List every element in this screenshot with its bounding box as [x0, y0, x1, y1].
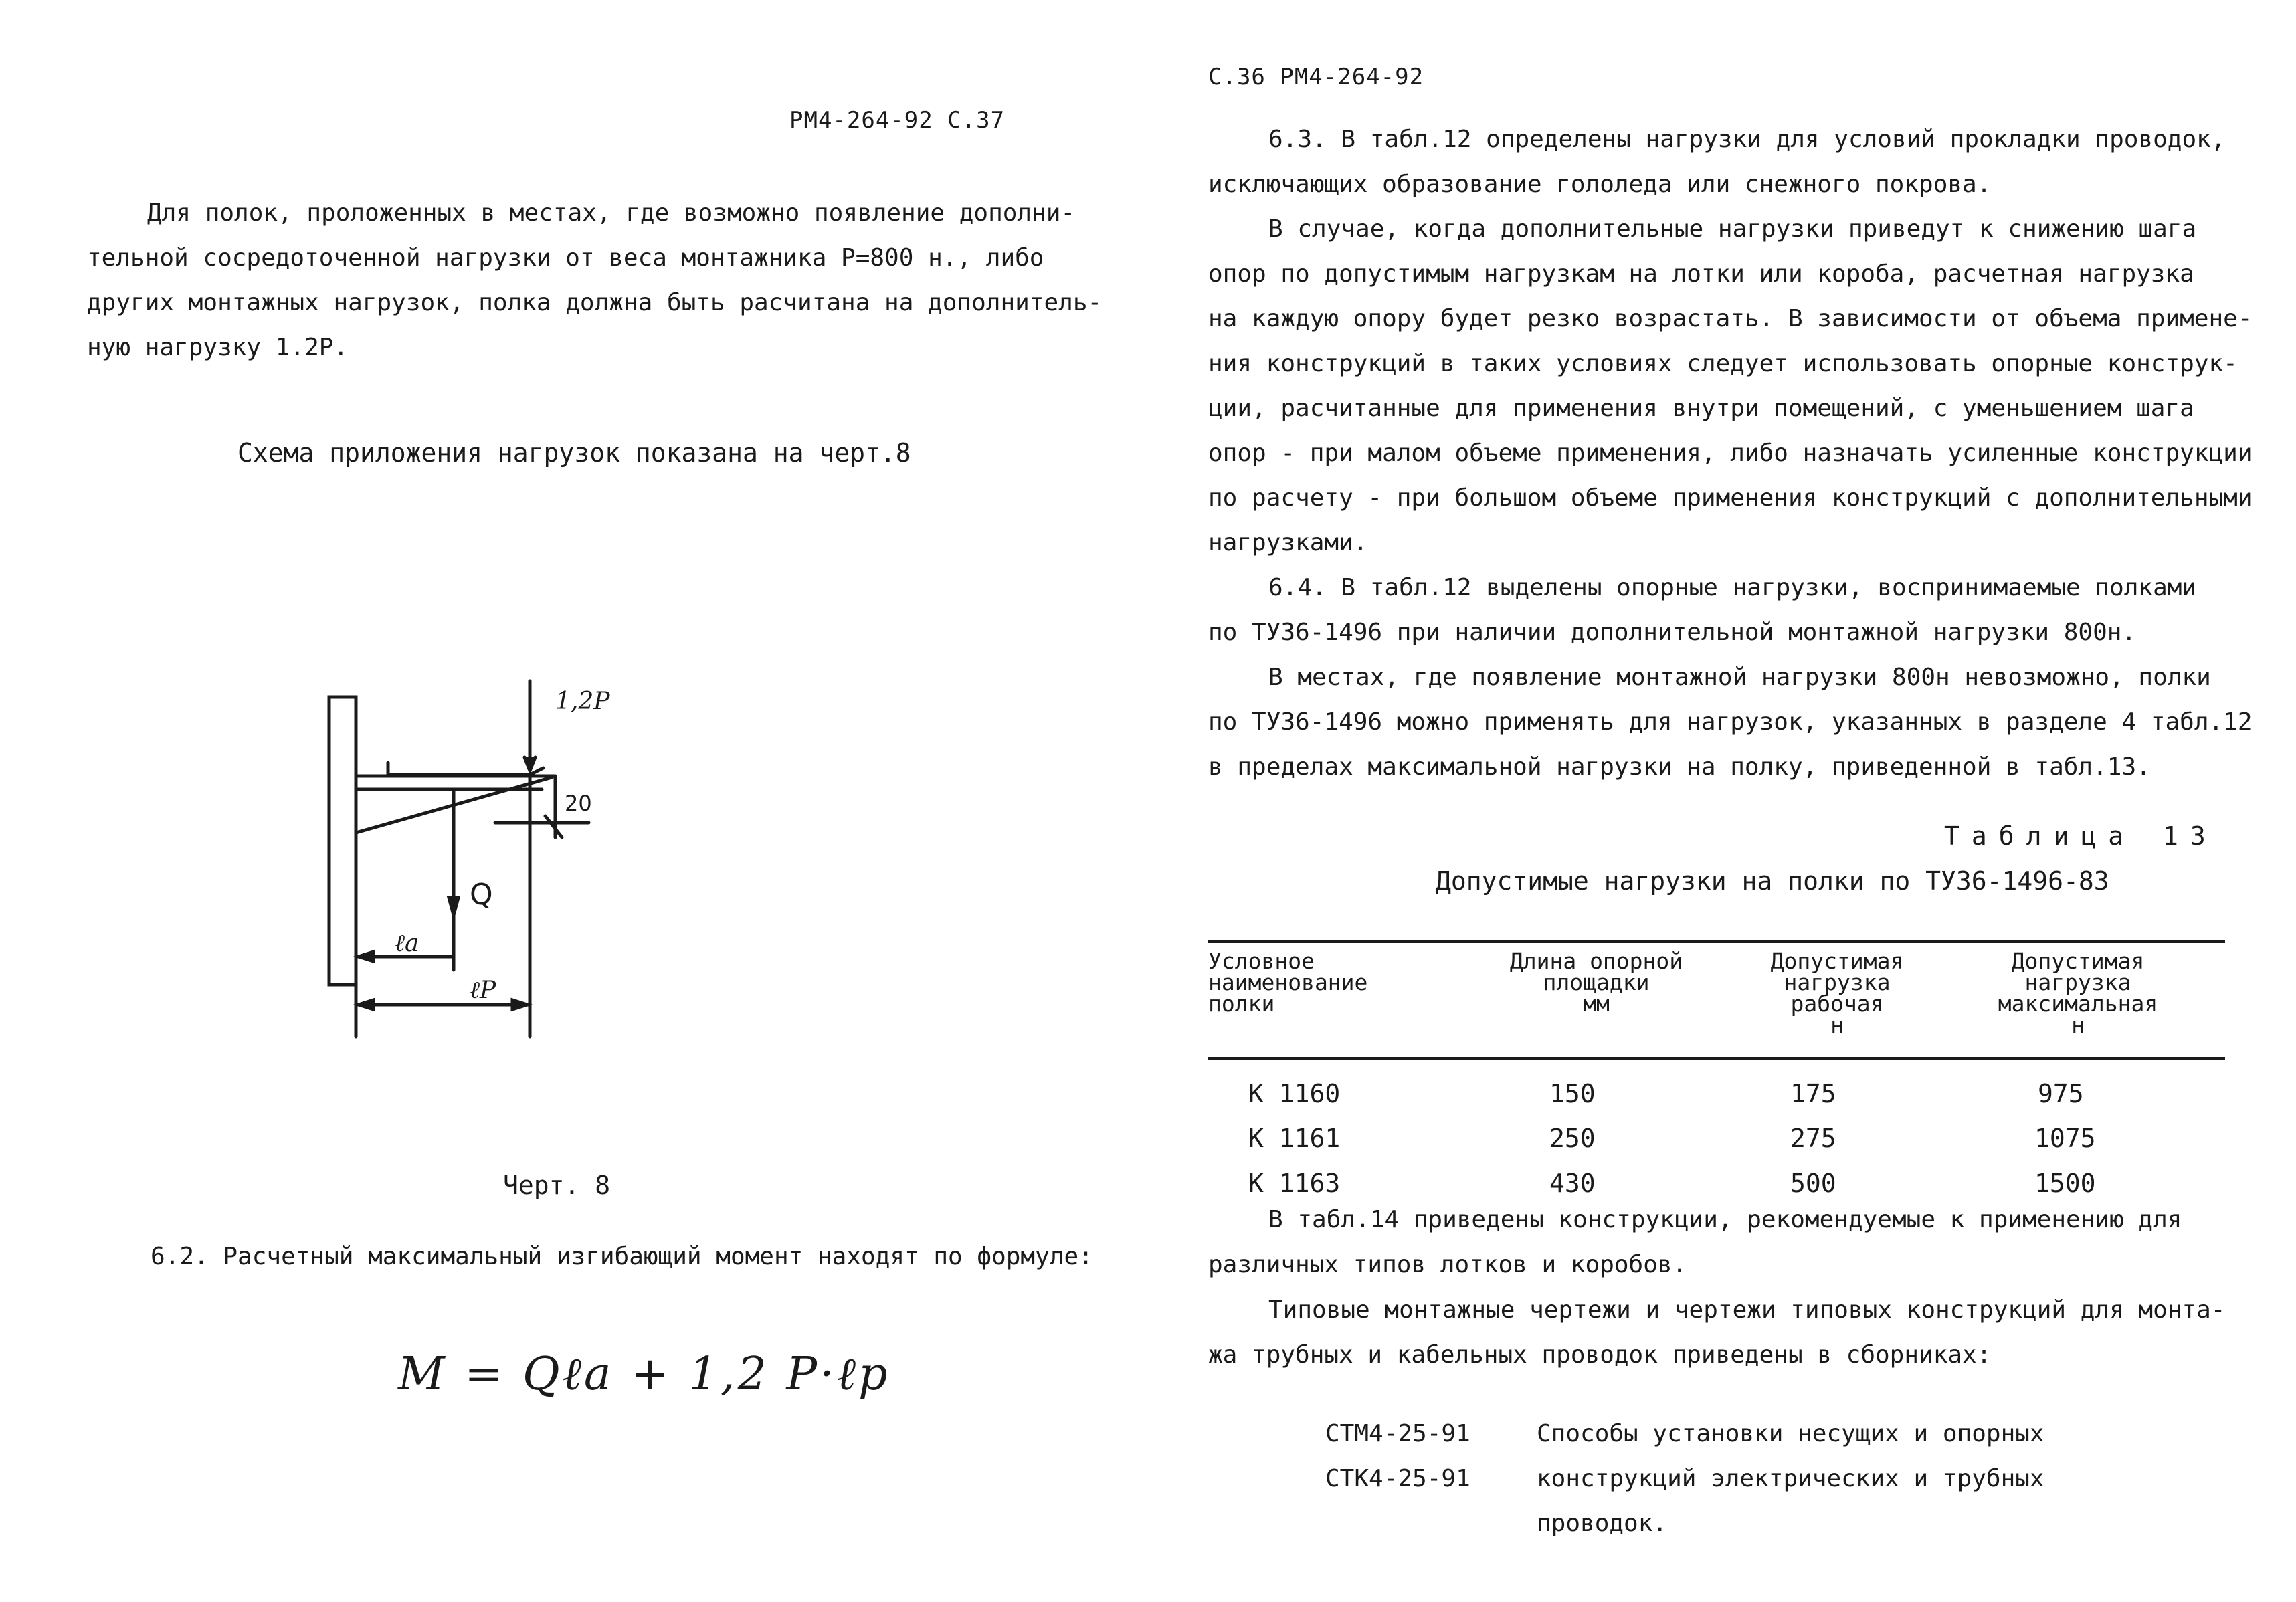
text-line: ции, расчитанные для применения внутри помещений, с уменьшением шага: [1208, 395, 2194, 422]
table-cell: К 1161: [1248, 1124, 1341, 1153]
paragraph-6-2: [87, 1234, 1093, 1279]
table-cell: 250: [1549, 1124, 1596, 1153]
text-line: по ТУ36-1496 можно применять для нагрузок, указанных в разделе 4 табл.12: [1208, 708, 2253, 736]
reference-list: [1325, 1411, 2128, 1552]
reference-row: [1325, 1501, 2128, 1546]
reference-row: [1325, 1411, 2128, 1456]
dim-20-label: 20: [565, 791, 592, 816]
scheme-text: Схема приложения нагрузок показана на черт.8: [237, 438, 911, 468]
table-header-rule: [1208, 1057, 2225, 1060]
page-header: С.36 РМ4-264-92: [1208, 64, 1424, 90]
reference-row: [1325, 1456, 2128, 1501]
text-line: по ТУ36-1496 при наличии дополнительной монтажной нагрузки 800н.: [1208, 619, 2137, 646]
reference-code: СТК4-25-91: [1325, 1465, 1470, 1492]
text-line: ную нагрузку 1.2Р.: [87, 334, 349, 361]
header-cell: Допустимая нагрузка максимальная н: [1998, 948, 2158, 1038]
right-page: [1148, 0, 2296, 1602]
load-arrow-head: [524, 757, 535, 771]
table-title: Таблица 13: [1944, 821, 2218, 851]
moment-formula: M = Qℓa + 1,2 P·ℓp: [398, 1348, 890, 1401]
header-cell: Условное наименование полки: [1208, 948, 1368, 1017]
text-line: Для полок, проложенных в местах, где возможно появление дополни-: [147, 199, 1076, 227]
la-label: ℓa: [395, 930, 419, 957]
text-line: 6.2. Расчетный максимальный изгибающий момент находят по формуле:: [151, 1243, 1093, 1270]
la-arrow-left: [359, 952, 373, 961]
load-label: 1,2P: [555, 688, 610, 715]
text-line: ния конструкций в таких условиях следует использовать опорные конструк-: [1208, 350, 2238, 377]
text-line: различных типов лотков и коробов.: [1208, 1251, 1687, 1278]
table-cell: 430: [1549, 1169, 1596, 1198]
lp-arrow-right: [512, 1000, 527, 1009]
load-scheme-drawing: [294, 662, 642, 1050]
q-arrow-head: [449, 898, 458, 915]
text-line: в пределах максимальной нагрузки на полку, приведенной в табл.13.: [1208, 753, 2151, 781]
text-line: В случае, когда дополнительные нагрузки приведут к снижению шага: [1268, 215, 2197, 243]
text-line: 6.4. В табл.12 выделены опорные нагрузки, воспринимаемые полками: [1268, 574, 2197, 601]
table-cell: 175: [1790, 1079, 1836, 1108]
text-line: исключающих образование гололеда или снежного покрова.: [1208, 171, 1992, 198]
table-subtitle: Допустимые нагрузки на полки по ТУ36-1496-83: [1436, 866, 2109, 896]
paragraph-table-14: [1208, 1197, 2182, 1287]
lp-label: ℓP: [470, 977, 496, 1004]
table-cell: 150: [1549, 1079, 1596, 1108]
table-cell: 1075: [2034, 1124, 2096, 1153]
reference-desc: Способы установки несущих и опорных: [1537, 1420, 2044, 1447]
paragraph-installation-load: [1208, 655, 2253, 789]
table-cell: К 1163: [1248, 1169, 1341, 1198]
text-line: других монтажных нагрузок, полка должна быть расчитана на дополнитель-: [87, 289, 1103, 316]
reference-desc: проводок.: [1537, 1510, 1668, 1537]
table-cell: 275: [1790, 1124, 1836, 1153]
reference-desc: конструкций электрических и трубных: [1537, 1465, 2044, 1492]
text-line: опор по допустимым нагрузкам на лотки или короба, расчетная нагрузка: [1208, 260, 2194, 288]
table-cell: 500: [1790, 1169, 1836, 1198]
table-cell: К 1160: [1248, 1079, 1341, 1108]
paragraph-polki: [87, 191, 1102, 370]
wall-post: [329, 697, 356, 985]
shelf-top: [388, 763, 543, 775]
table-top-rule: [1208, 940, 2225, 943]
text-line: на каждую опору будет резко возрастать. В зависимости от объема примене-: [1208, 305, 2253, 332]
paragraph-6-4: [1208, 565, 2196, 655]
table-cell: 975: [2038, 1079, 2084, 1108]
text-line: опор - при малом объеме применения, либо назначать усиленные конструкции: [1208, 439, 2253, 467]
page-header: РМ4-264-92 С.37: [789, 107, 1006, 134]
header-cell: Допустимая нагрузка рабочая н: [1770, 948, 1904, 1038]
text-line: по расчету - при большом объеме применения конструкций с дополнительными: [1208, 484, 2253, 512]
text-line: В местах, где появление монтажной нагрузки 800н невозможно, полки: [1268, 664, 2211, 691]
text-line: 6.3. В табл.12 определены нагрузки для условий прокладки проводок,: [1268, 126, 2226, 153]
text-line: В табл.14 приведены конструкции, рекомендуемые к применению для: [1268, 1206, 2182, 1233]
table-cell: 1500: [2034, 1169, 2096, 1198]
paragraph-6-3: [1208, 117, 2225, 207]
text-line: нагрузками.: [1208, 529, 1368, 557]
figure-caption: Черт. 8: [503, 1171, 611, 1200]
text-line: тельной сосредоточенной нагрузки от веса монтажника Р=800 н., либо: [87, 244, 1044, 272]
paragraph-typical-drawings: [1208, 1288, 2225, 1377]
q-label: Q: [470, 878, 493, 912]
text-line: Типовые монтажные чертежи и чертежи типовых конструкций для монта-: [1268, 1296, 2226, 1324]
text-line: жа трубных и кабельных проводок приведены в сборниках:: [1208, 1341, 1992, 1369]
reference-code: СТМ4-25-91: [1325, 1420, 1470, 1447]
paragraph-additional-loads: [1208, 207, 2253, 565]
lp-arrow-left: [359, 1000, 373, 1009]
header-cell: Длина опорной площадки мм: [1509, 948, 1683, 1017]
